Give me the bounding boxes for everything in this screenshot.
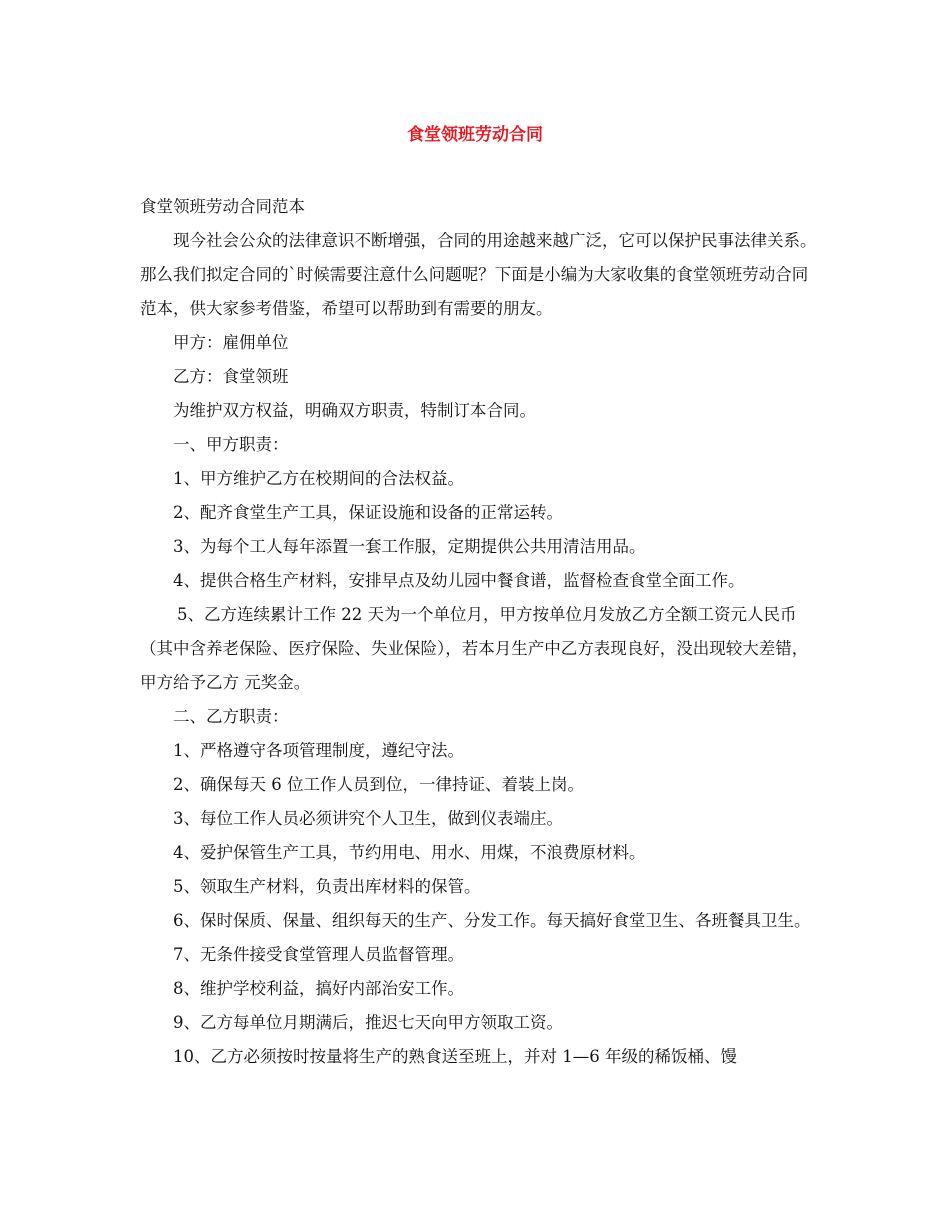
clause-b-10: 10、乙方必须按时按量将生产的熟食送至班上，并对 1—6 年级的稀饭桶、馒 [173,1047,737,1066]
section-heading-party-b: 二、乙方职责： [173,707,289,726]
section-heading-party-a: 一、甲方职责： [173,435,289,454]
clause-b-5: 5、领取生产材料，负责出库材料的保管。 [173,877,481,896]
clause-b-3: 3、每位工作人员必须讲究个人卫生，做到仪表端庄。 [173,809,563,828]
document-body [140,190,820,1074]
clause-a-1: 1、甲方维护乙方在校期间的合法权益。 [173,469,464,488]
intro-paragraph: 现今社会公众的法律意识不断增强，合同的用途越来越广泛，它可以保护民事法律关系。那么我们拟定合同的`时候需要注意什么问题呢？下面是小编为大家收集的食堂领班劳动合同范本，供大家参考借鉴，希望可以帮助到有需要的朋友。 [140,231,817,318]
party-b-line: 乙方：食堂领班 [173,367,289,386]
clause-b-6: 6、保时保质、保量、组织每天的生产、分发工作。每天搞好食堂卫生、各班餐具卫生。 [173,911,811,930]
clause-a-5: 5、乙方连续累计工作 22 天为一个单位月，甲方按单位月发放乙方全额工资元人民币（其中含养老保险、医疗保险、失业保险），若本月生产中乙方表现良好，没出现较大差错，甲方给予乙方 元奖金。 [140,605,809,692]
clause-a-2: 2、配齐食堂生产工具，保证设施和设备的正常运转。 [173,503,563,522]
clause-a-3: 3、为每个工人每年添置一套工作服，定期提供公共用清洁用品。 [173,537,646,556]
clause-b-4: 4、爱护保管生产工具，节约用电、用水、用煤，不浪费原材料。 [173,843,646,862]
clause-b-9: 9、乙方每单位月期满后，推迟七天向甲方领取工资。 [173,1013,563,1032]
clause-b-8: 8、维护学校利益，搞好内部治安工作。 [173,979,464,998]
document-subtitle: 食堂领班劳动合同范本 [140,197,305,216]
party-a-line: 甲方：雇佣单位 [173,333,289,352]
purpose-line: 为维护双方权益，明确双方职责，特制订本合同。 [173,401,536,420]
clause-b-1: 1、严格遵守各项管理制度，遵纪守法。 [173,741,464,760]
clause-b-7: 7、无条件接受食堂管理人员监督管理。 [173,945,464,964]
clause-a-4: 4、提供合格生产材料，安排早点及幼儿园中餐食谱，监督检查食堂全面工作。 [173,571,745,590]
document-title: 食堂领班劳动合同 [407,125,543,145]
clause-b-2: 2、确保每天 6 位工作人员到位，一律持证、着装上岗。 [173,775,584,794]
